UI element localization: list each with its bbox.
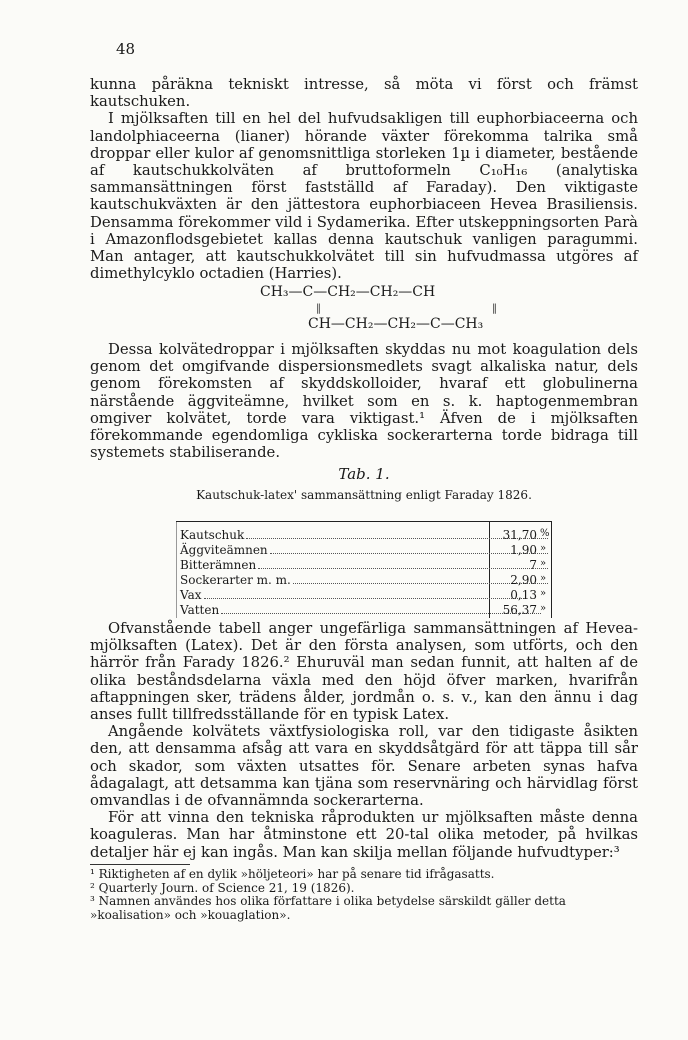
text-block-lower	[90, 620, 638, 861]
row-value: 2,90	[510, 573, 537, 587]
row-name: Kautschuk	[180, 528, 245, 542]
footnote-1: ¹ Riktigheten af en dylik »höljeteori» har på senare tid ifrågasatts.	[90, 867, 495, 881]
table-row	[180, 543, 550, 557]
row-value: 1,90	[510, 543, 537, 557]
table-row	[180, 573, 550, 587]
footnotes	[90, 868, 638, 922]
text-block-middle	[90, 341, 638, 461]
table-rule	[551, 522, 552, 618]
table-row	[180, 528, 550, 542]
row-value: 0,13	[510, 588, 537, 602]
row-unit: »	[540, 573, 547, 584]
table-row	[180, 558, 550, 572]
row-name: Vax	[180, 588, 202, 602]
text-block-intro	[90, 76, 638, 282]
row-unit: »	[540, 558, 547, 569]
formula-line-1: CH₃—C—CH₂—CH₂—CH	[260, 284, 436, 300]
page-number: 48	[116, 40, 136, 58]
row-unit: »	[540, 588, 547, 599]
row-name: Äggviteämnen	[180, 543, 268, 557]
footnote-2: ² Quarterly Journ. of Science 21, 19 (1826).	[90, 880, 355, 895]
footnote-3: ³ Namnen användes hos olika författare i olika betydelse särskildt gäller detta »koalisation» och »kouaglation».	[90, 894, 566, 922]
table-title: Tab. 1.	[338, 465, 390, 483]
table-caption: Kautschuk-latex' sammansättning enligt Faraday 1826.	[196, 488, 532, 502]
row-unit: %	[540, 528, 550, 539]
row-value: 7	[529, 558, 537, 572]
table-row	[180, 603, 550, 617]
document-page	[90, 0, 638, 1040]
paragraph-3: Dessa kolvätedroppar i mjölksaften skyddas nu mot koagulation dels genom det omgifvande dispersionsmedlets svagt alkaliska natur, dels genom förekomsten af skyddskolloider, hvaraf ett globulinerna närstående äggviteämne, hvilket som en s. k. haptogenmembran omgiver kolvätet, torde vara viktigast.¹ Äfven de i mjölksaften förekommande egendomliga cykliska sockerarterna torde bidraga till systemets stabiliserande.	[90, 341, 638, 462]
row-name: Vatten	[180, 603, 220, 617]
table-rule	[176, 522, 177, 618]
double-bond-mark: ‖	[492, 303, 497, 314]
table-row	[180, 588, 550, 602]
paragraph-2: I mjölksaften till en hel del hufvudsakligen till euphorbiaceerna och landolphiaceerna (lianer) hörande växter förekomma talrika små droppar eller kulor af genomsnittliga storleken 1µ i diameter, bestående af kautschukkolväten af bruttoformeln C₁₀H₁₆ (analytiska sammansättningen först fastställd af Faraday). Den viktigaste kautschukväxten är den jättestora euphorbiaceen Hevea Brasiliensis. Densamma förekommer vild i Sydamerika. Efter utskeppningsorten Parà i Amazonflodsgebietet kallas denna kautschuk vanligen paragummi. Man antager, att kautschukkolvätet till sin hufvudmassa utgöres af dimethylcyklo octadien (Harries).	[90, 110, 638, 283]
paragraph-4: Ofvanstående tabell anger ungefärliga sammansättningen af Hevea-mjölksaften (Latex). Det är den första analysen, som utförts, och den härrör från Farady 1826.² Ehuruväl man sedan funnit, att halten af de olika beståndsdelarna växla med den höjd öfver marken, hvarifrån aftappningen sker, trädens ålder, jordmån o. s. v., kan den ännu i dag anses fullt tillfredsställande för en typisk Latex.	[90, 620, 638, 724]
paragraph-6: För att vinna den tekniska råprodukten ur mjölksaften måste denna koaguleras. Man har åtminstone ett 20-tal olika metoder, på hvilkas detaljer här ej kan ingås. Man kan skilja mellan följande hufvudtyper:³	[90, 809, 638, 861]
paragraph-1: kunna påräkna tekniskt intresse, så möta vi först och främst kautschuken.	[90, 76, 638, 111]
double-bond-mark: ‖	[316, 303, 321, 314]
composition-table	[176, 521, 552, 618]
row-unit: »	[540, 543, 547, 554]
row-name: Sockerarter m. m.	[180, 573, 291, 587]
chemical-formula	[260, 284, 560, 336]
paragraph-5: Angående kolvätets växtfysiologiska roll, var den tidigaste åsikten den, att densamma afsåg att vara en skyddsåtgärd för att täppa till sår och skador, som växten utsattes för. Senare arbeten synas hafva ådagalagt, att detsamma kan tjäna som reservnäring och härvidlag först omvandlas i de ofvannämnda sockerarterna.	[90, 723, 638, 810]
row-value: 56,37	[502, 603, 537, 617]
row-value: 31,70	[502, 528, 537, 542]
row-name: Bitterämnen	[180, 558, 257, 572]
row-unit: »	[540, 603, 547, 614]
footnote-rule	[90, 864, 190, 865]
formula-line-2: CH—CH₂—CH₂—C—CH₃	[308, 316, 484, 332]
